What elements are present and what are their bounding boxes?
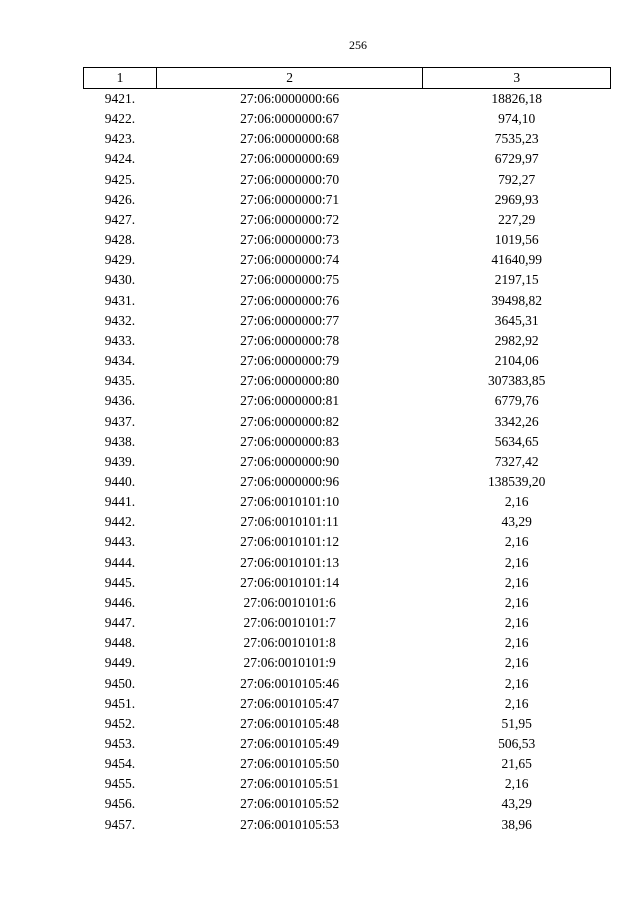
- table-row: [84, 351, 611, 371]
- cadastral-number: 27:06:0010101:8: [243, 635, 336, 651]
- row-index: 9441.: [104, 494, 136, 510]
- table-row: [84, 815, 611, 835]
- cadastral-number: 27:06:0000000:78: [240, 332, 340, 348]
- table-row: [84, 109, 611, 129]
- cadastral-number: 27:06:0000000:79: [240, 353, 340, 369]
- row-index: 9448.: [104, 635, 136, 651]
- value: 2,16: [504, 615, 529, 631]
- table-row: [84, 774, 611, 794]
- cadastral-number: 27:06:0010101:13: [240, 554, 340, 570]
- row-index: 9438.: [104, 433, 136, 449]
- cadastral-number: 27:06:0000000:72: [240, 211, 340, 227]
- value: 7327,42: [494, 453, 539, 469]
- row-index: 9454.: [104, 756, 136, 772]
- cadastral-number: 27:06:0000000:77: [240, 312, 340, 328]
- row-index: 9455.: [104, 776, 136, 792]
- value: 2,16: [504, 574, 529, 590]
- table-row: [84, 613, 611, 633]
- cadastral-number: 27:06:0000000:67: [240, 111, 340, 127]
- value: 39498,82: [491, 292, 542, 308]
- value: 2,16: [504, 635, 529, 651]
- value: 41640,99: [491, 252, 542, 268]
- header-col-1: 1: [84, 68, 157, 89]
- table-header: [84, 68, 611, 89]
- cadastral-number: 27:06:0000000:73: [240, 232, 340, 248]
- cadastral-number: 27:06:0000000:82: [240, 413, 340, 429]
- table-row: [84, 170, 611, 190]
- header-row: [84, 68, 611, 89]
- value: 43,29: [501, 514, 532, 530]
- row-index: 9449.: [104, 655, 136, 671]
- value: 21,65: [501, 756, 532, 772]
- cadastral-number: 27:06:0010101:9: [243, 655, 336, 671]
- table-row: [84, 452, 611, 472]
- cadastral-number: 27:06:0010105:50: [240, 756, 340, 772]
- cadastral-number: 27:06:0000000:66: [240, 91, 340, 106]
- table-row: [84, 573, 611, 593]
- row-index: 9450.: [104, 675, 136, 691]
- row-index: 9456.: [104, 796, 136, 812]
- value: 2969,93: [494, 191, 539, 207]
- header-col-3: 3: [423, 68, 611, 89]
- cadastral-number: 27:06:0010105:49: [240, 736, 340, 751]
- table-row: [84, 230, 611, 250]
- table-row: [84, 532, 611, 552]
- page-number: 256: [349, 38, 367, 52]
- value: 138539,20: [488, 473, 546, 489]
- value: 2,16: [504, 494, 529, 510]
- row-index: 9423.: [104, 131, 136, 147]
- value: 792,27: [498, 171, 536, 187]
- row-index: 9451.: [104, 695, 136, 711]
- table-row: [84, 210, 611, 230]
- table-row: [84, 250, 611, 270]
- cadastral-number: 27:06:0010101:14: [240, 574, 340, 590]
- header-col-2: 2: [156, 68, 423, 89]
- cadastral-number: 27:06:0000000:96: [240, 473, 340, 489]
- row-index: 9453.: [104, 736, 136, 751]
- value: 5634,65: [494, 433, 539, 449]
- row-index: 9439.: [104, 453, 136, 469]
- row-index: 9424.: [104, 151, 136, 167]
- table-row: [84, 291, 611, 311]
- row-index: 9452.: [104, 715, 136, 731]
- value: 307383,85: [488, 373, 546, 389]
- row-index: 9442.: [104, 514, 136, 530]
- row-index: 9433.: [104, 332, 136, 348]
- cadastral-number: 27:06:0010105:51: [240, 776, 340, 792]
- row-index: 9425.: [104, 171, 136, 187]
- row-index: 9421.: [104, 91, 136, 106]
- cadastral-number: 27:06:0010101:10: [240, 494, 340, 510]
- table-row: [84, 633, 611, 653]
- cadastral-number: 27:06:0000000:71: [240, 191, 340, 207]
- table-row: [84, 89, 611, 110]
- table-row: [84, 794, 611, 814]
- row-index: 9440.: [104, 473, 136, 489]
- cadastral-table: [83, 67, 611, 835]
- row-index: 9444.: [104, 554, 136, 570]
- cadastral-number: 27:06:0000000:75: [240, 272, 340, 288]
- value: 51,95: [501, 715, 532, 731]
- value: 2,16: [504, 695, 529, 711]
- value: 2197,15: [494, 272, 539, 288]
- value: 2104,06: [494, 353, 539, 369]
- value: 7535,23: [494, 131, 539, 147]
- table-row: [84, 190, 611, 210]
- cadastral-number: 27:06:0010105:52: [240, 796, 340, 812]
- cadastral-number: 27:06:0000000:81: [240, 393, 340, 409]
- table-row: [84, 754, 611, 774]
- table-row: [84, 674, 611, 694]
- cadastral-number: 27:06:0010101:12: [240, 534, 340, 550]
- value: 2,16: [504, 534, 529, 550]
- row-index: 9446.: [104, 594, 136, 610]
- cadastral-number: 27:06:0010105:47: [240, 695, 340, 711]
- table-row: [84, 391, 611, 411]
- table-body: [84, 89, 611, 835]
- table-row: [84, 492, 611, 512]
- row-index: 9428.: [104, 232, 136, 248]
- cadastral-number: 27:06:0000000:83: [240, 433, 340, 449]
- cadastral-number: 27:06:0010105:48: [240, 715, 340, 731]
- row-index: 9432.: [104, 312, 136, 328]
- value: 506,53: [498, 736, 536, 751]
- row-index: 9445.: [104, 574, 136, 590]
- row-index: 9427.: [104, 211, 136, 227]
- row-index: 9430.: [104, 272, 136, 288]
- row-index: 9431.: [104, 292, 136, 308]
- cadastral-number: 27:06:0000000:90: [240, 453, 340, 469]
- value: 2,16: [504, 594, 529, 610]
- value: 6779,76: [494, 393, 539, 409]
- cadastral-number: 27:06:0000000:68: [240, 131, 340, 147]
- row-index: 9429.: [104, 252, 136, 268]
- table-row: [84, 553, 611, 573]
- value: 3342,26: [494, 413, 539, 429]
- value: 2,16: [504, 655, 529, 671]
- cadastral-number: 27:06:0000000:74: [240, 252, 340, 268]
- table-row: [84, 593, 611, 613]
- table-row: [84, 653, 611, 673]
- value: 2,16: [504, 554, 529, 570]
- value: 227,29: [498, 211, 536, 227]
- table-row: [84, 512, 611, 532]
- cadastral-number: 27:06:0010101:7: [243, 615, 336, 631]
- table-row: [84, 129, 611, 149]
- cadastral-number: 27:06:0010101:6: [243, 594, 336, 610]
- row-index: 9443.: [104, 534, 136, 550]
- row-index: 9434.: [104, 353, 136, 369]
- value: 1019,56: [494, 232, 539, 248]
- cadastral-number: 27:06:0000000:80: [240, 373, 340, 389]
- row-index: 9436.: [104, 393, 136, 409]
- table-row: [84, 371, 611, 391]
- table-row: [84, 694, 611, 714]
- table-row: [84, 472, 611, 492]
- cadastral-number: 27:06:0000000:76: [240, 292, 340, 308]
- value: 3645,31: [494, 312, 539, 328]
- value: 2,16: [504, 776, 529, 792]
- row-index: 9426.: [104, 191, 136, 207]
- cadastral-number: 27:06:0000000:70: [240, 171, 340, 187]
- value: 2,16: [504, 675, 529, 691]
- cadastral-number: 27:06:0010105:46: [240, 675, 340, 691]
- cadastral-number: 27:06:0000000:69: [240, 151, 340, 167]
- table-row: [84, 331, 611, 351]
- value: 2982,92: [494, 332, 539, 348]
- row-index: 9447.: [104, 615, 136, 631]
- table-row: [84, 734, 611, 754]
- value: 974,10: [498, 111, 536, 127]
- row-index: 9435.: [104, 373, 136, 389]
- row-index: 9457.: [104, 816, 136, 832]
- value: 38,96: [501, 816, 532, 832]
- table-row: [84, 149, 611, 169]
- value: 18826,18: [491, 91, 542, 106]
- table-row: [84, 714, 611, 734]
- value: 6729,97: [494, 151, 539, 167]
- table-row: [84, 412, 611, 432]
- table-row: [84, 432, 611, 452]
- table-row: [84, 311, 611, 331]
- row-index: 9437.: [104, 413, 136, 429]
- cadastral-number: 27:06:0010105:53: [240, 816, 340, 832]
- table-row: [84, 270, 611, 290]
- value: 43,29: [501, 796, 532, 812]
- row-index: 9422.: [104, 111, 136, 127]
- cadastral-number: 27:06:0010101:11: [240, 514, 339, 530]
